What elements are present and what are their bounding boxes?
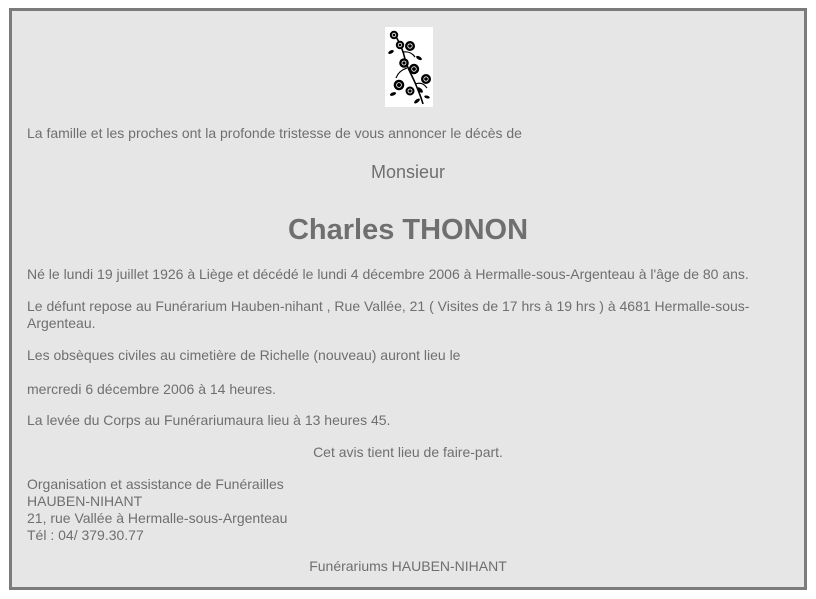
funeral-intro-text: Les obsèques civiles au cimetière de Richelle (nouveau) auront lieu le [27,347,461,363]
intro-text: La famille et les proches ont la profonde tristesse de vous annoncer le décès de [27,125,522,141]
funeral-date-text: mercredi 6 décembre 2006 à 14 heures. [27,381,277,397]
footer-signature: Funérariums HAUBEN-NIHANT [309,558,507,574]
departure-text: La levée du Corps au Funérariumaura lieu à 13 heures 45. [27,412,391,428]
faire-part-text: Cet avis tient lieu de faire-part. [313,444,503,460]
rest-place-text: Le défunt repose au Funérarium Hauben-nihant , Rue Vallée, 21 ( Visites de 17 hrs à 19 hrs ) à 4681 Hermalle-sous-Argenteau. [27,298,750,331]
organisation-block [27,476,287,544]
organisation-phone: Tél : 04/ 379.30.77 [27,527,144,543]
death-notice-card [9,8,807,590]
salutation: Monsieur [370,162,446,182]
deceased-name: Charles THONON [287,214,529,246]
birth-death-text: Né le lundi 19 juillet 1926 à Liège et décédé le lundi 4 décembre 2006 à Hermalle-sous-Argenteau à l'âge de 80 ans. [27,266,749,282]
organisation-heading: Organisation et assistance de Funérailles [27,476,284,492]
rose-branch-icon [385,27,433,107]
organisation-company: HAUBEN-NIHANT [27,493,143,509]
organisation-address: 21, rue Vallée à Hermalle-sous-Argenteau [27,510,288,526]
